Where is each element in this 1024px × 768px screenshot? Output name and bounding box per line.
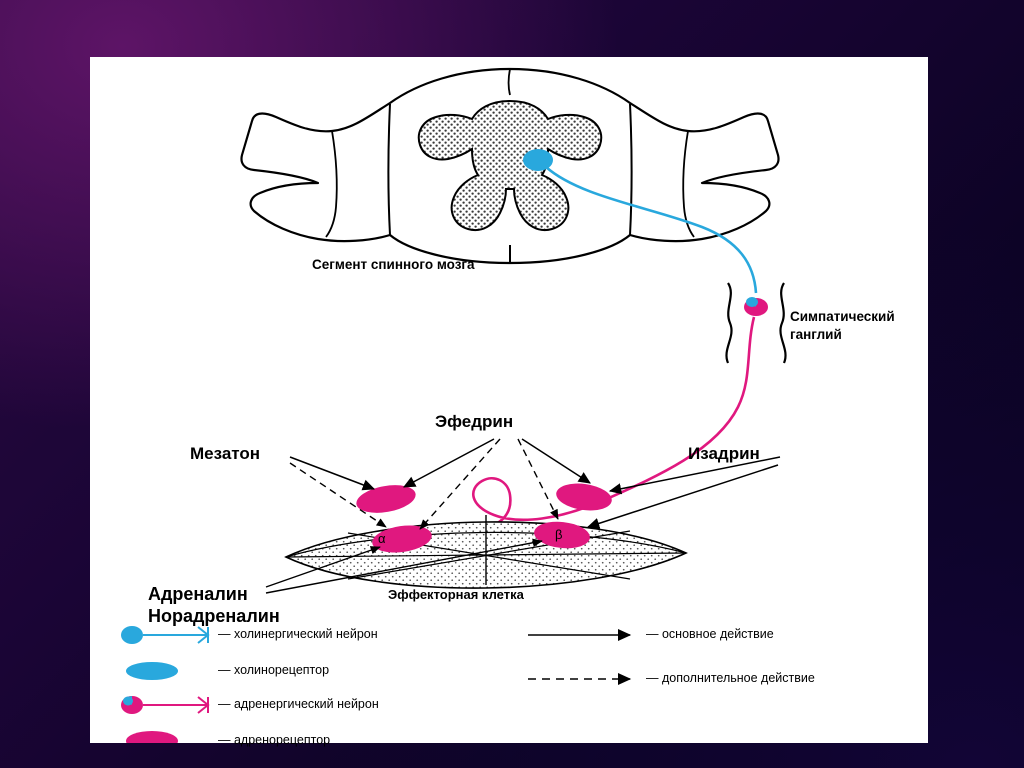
label-mesaton: Мезатон	[190, 444, 261, 463]
label-ganglion-line2: ганглий	[790, 327, 842, 342]
label-spinal-segment: Сегмент спинного мозга	[312, 257, 475, 272]
cholinoreceptor-icon	[126, 662, 178, 680]
adrenergic-neuron-icon	[121, 696, 208, 714]
arrow-ephedrine-left-dashed	[420, 439, 500, 529]
arrow-ephedrine-left	[404, 439, 494, 487]
label-ganglion-line1: Симпатический	[790, 309, 895, 324]
arrow-ephedrine-right-dashed	[518, 439, 558, 519]
label-ephedrine: Эфедрин	[435, 412, 514, 431]
label-noradrenaline: Норадреналин	[148, 606, 280, 626]
label-receptor-beta: β	[555, 527, 563, 542]
legend-label-cholinoreceptor: — холинорецептор	[218, 663, 330, 677]
arrow-ephedrine-right	[522, 439, 590, 483]
label-effector-cell: Эффекторная клетка	[388, 587, 524, 602]
label-receptor-alpha: α	[378, 531, 386, 546]
legend-label-main-action: — основное действие	[646, 627, 774, 641]
legend-label-cholinergic-neuron: — холинергический нейрон	[218, 627, 378, 641]
legend-icons	[121, 626, 630, 743]
adrenoreceptor-upper-right	[554, 480, 613, 514]
cholinergic-neuron-icon	[121, 626, 208, 644]
arrow-isadrin-beta2	[588, 465, 778, 527]
adrenergic-fiber	[473, 317, 754, 525]
label-adrenaline: Адреналин	[148, 584, 248, 604]
spinal-cord-illustration	[242, 69, 779, 263]
diagram-canvas	[90, 57, 928, 747]
legend-label-adrenoreceptor: — адренорецептор	[218, 733, 331, 747]
label-isadrin: Изадрин	[688, 444, 760, 463]
arrow-mesaton-alpha	[290, 457, 374, 489]
diagram-svg	[90, 57, 928, 743]
legend-label-additional-action: — дополнительное действие	[646, 671, 815, 685]
adrenoreceptor-icon	[126, 731, 178, 743]
sympathetic-ganglion	[726, 283, 785, 363]
legend-label-adrenergic-neuron: — адренергический нейрон	[218, 697, 379, 711]
